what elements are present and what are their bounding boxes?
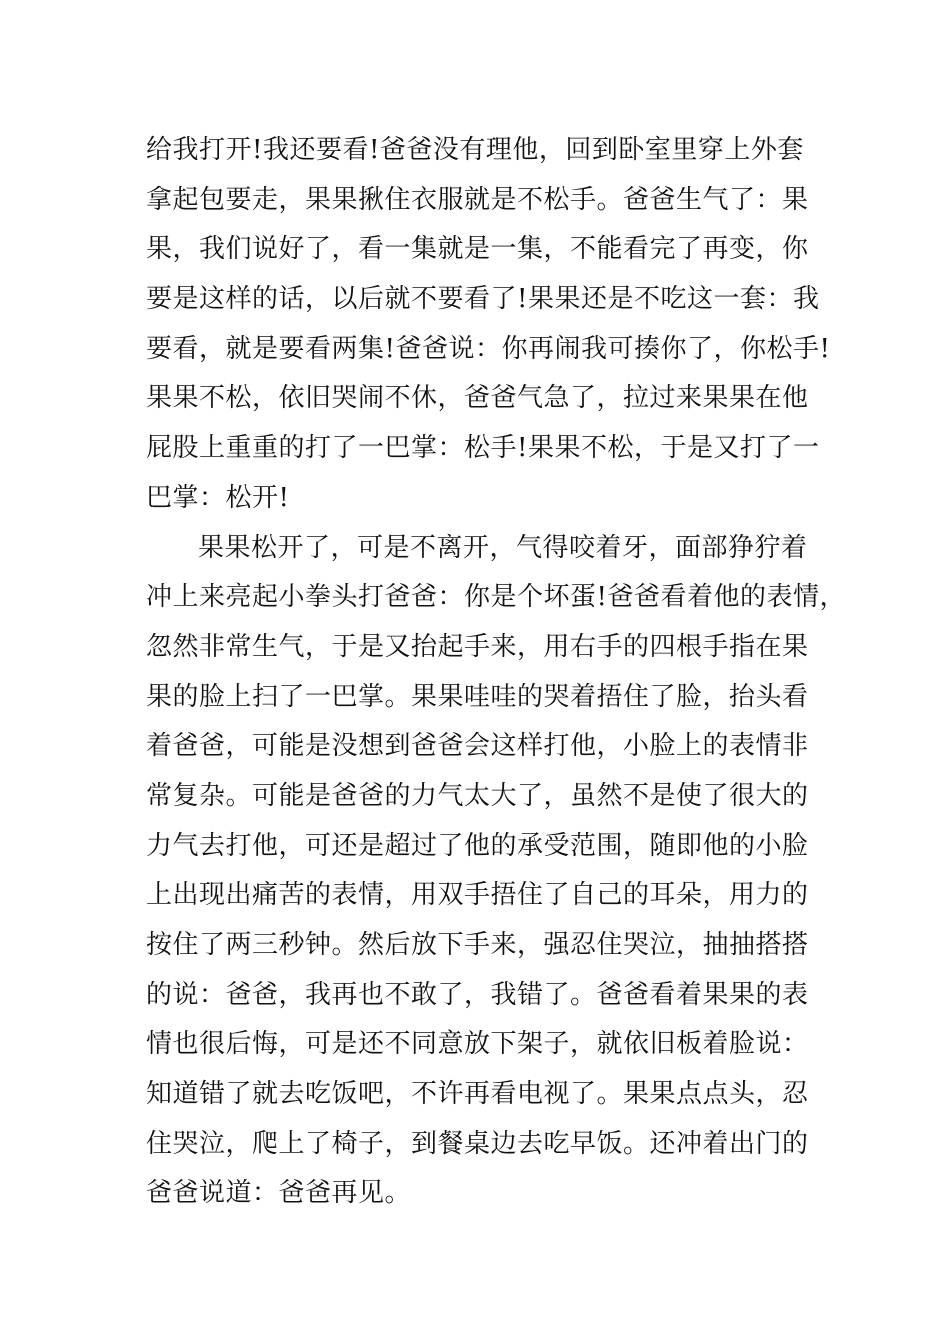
text-line: 屁股上重重的打了一巴掌：松手!果果不松，于是又打了一 (146, 433, 820, 464)
text-line: 要看，就是要看两集!爸爸说：你再闹我可揍你了，你松手! (146, 333, 831, 364)
text-line: 果的脸上扫了一巴掌。果果哇哇的哭着捂住了脸，抬头看 (146, 681, 809, 712)
text-line: 知道错了就去吃饭吧，不许再看电视了。果果点点头，忍 (146, 1079, 809, 1110)
text-line: 按住了两三秒钟。然后放下手来，强忍住哭泣，抽抽搭搭 (146, 930, 809, 960)
text-line: 巴掌：松开! (146, 482, 290, 513)
text-line: 爸爸说道：爸爸再见。 (146, 1178, 412, 1209)
text-line: 果，我们说好了，看一集就是一集，不能看完了再变，你 (146, 234, 809, 265)
text-line: 的说：爸爸，我再也不敢了，我错了。爸爸看着果果的表 (146, 979, 809, 1010)
text-line: 给我打开!我还要看!爸爸没有理他，回到卧室里穿上外套 (146, 135, 804, 165)
body-text (146, 126, 846, 1219)
text-line: 力气去打他，可还是超过了他的承受范围，随即他的小脸 (146, 830, 809, 861)
paragraph-1 (146, 126, 836, 524)
text-line: 要是这样的话，以后就不要看了!果果还是不吃这一套：我 (146, 284, 820, 315)
text-line: 果果不松，依旧哭闹不休，爸爸气急了，拉过来果果在他 (146, 383, 809, 414)
text-line: 住哭泣，爬上了椅子，到餐桌边去吃早饭。还冲着出门的 (146, 1128, 809, 1159)
paragraph-2 (146, 524, 846, 1220)
text-line: 拿起包要走，果果揪住衣服就是不松手。爸爸生气了：果 (146, 184, 809, 215)
text-line: 上出现出痛苦的表情，用双手捂住了自己的耳朵，用力的 (146, 880, 809, 911)
text-line: 冲上来亮起小拳头打爸爸：你是个坏蛋!爸爸看着他的表情， (146, 582, 846, 613)
text-line: 忽然非常生气，于是又抬起手来，用右手的四根手指在果 (146, 631, 809, 662)
text-line: 情也很后悔，可是还不同意放下架子，就依旧板着脸说： (146, 1029, 809, 1060)
text-line: 着爸爸，可能是没想到爸爸会这样打他，小脸上的表情非 (146, 731, 809, 762)
text-line: 常复杂。可能是爸爸的力气太大了，虽然不是使了很大的 (146, 780, 809, 811)
text-line: 果果松开了，可是不离开，气得咬着牙，面部狰狞着 (198, 532, 808, 563)
